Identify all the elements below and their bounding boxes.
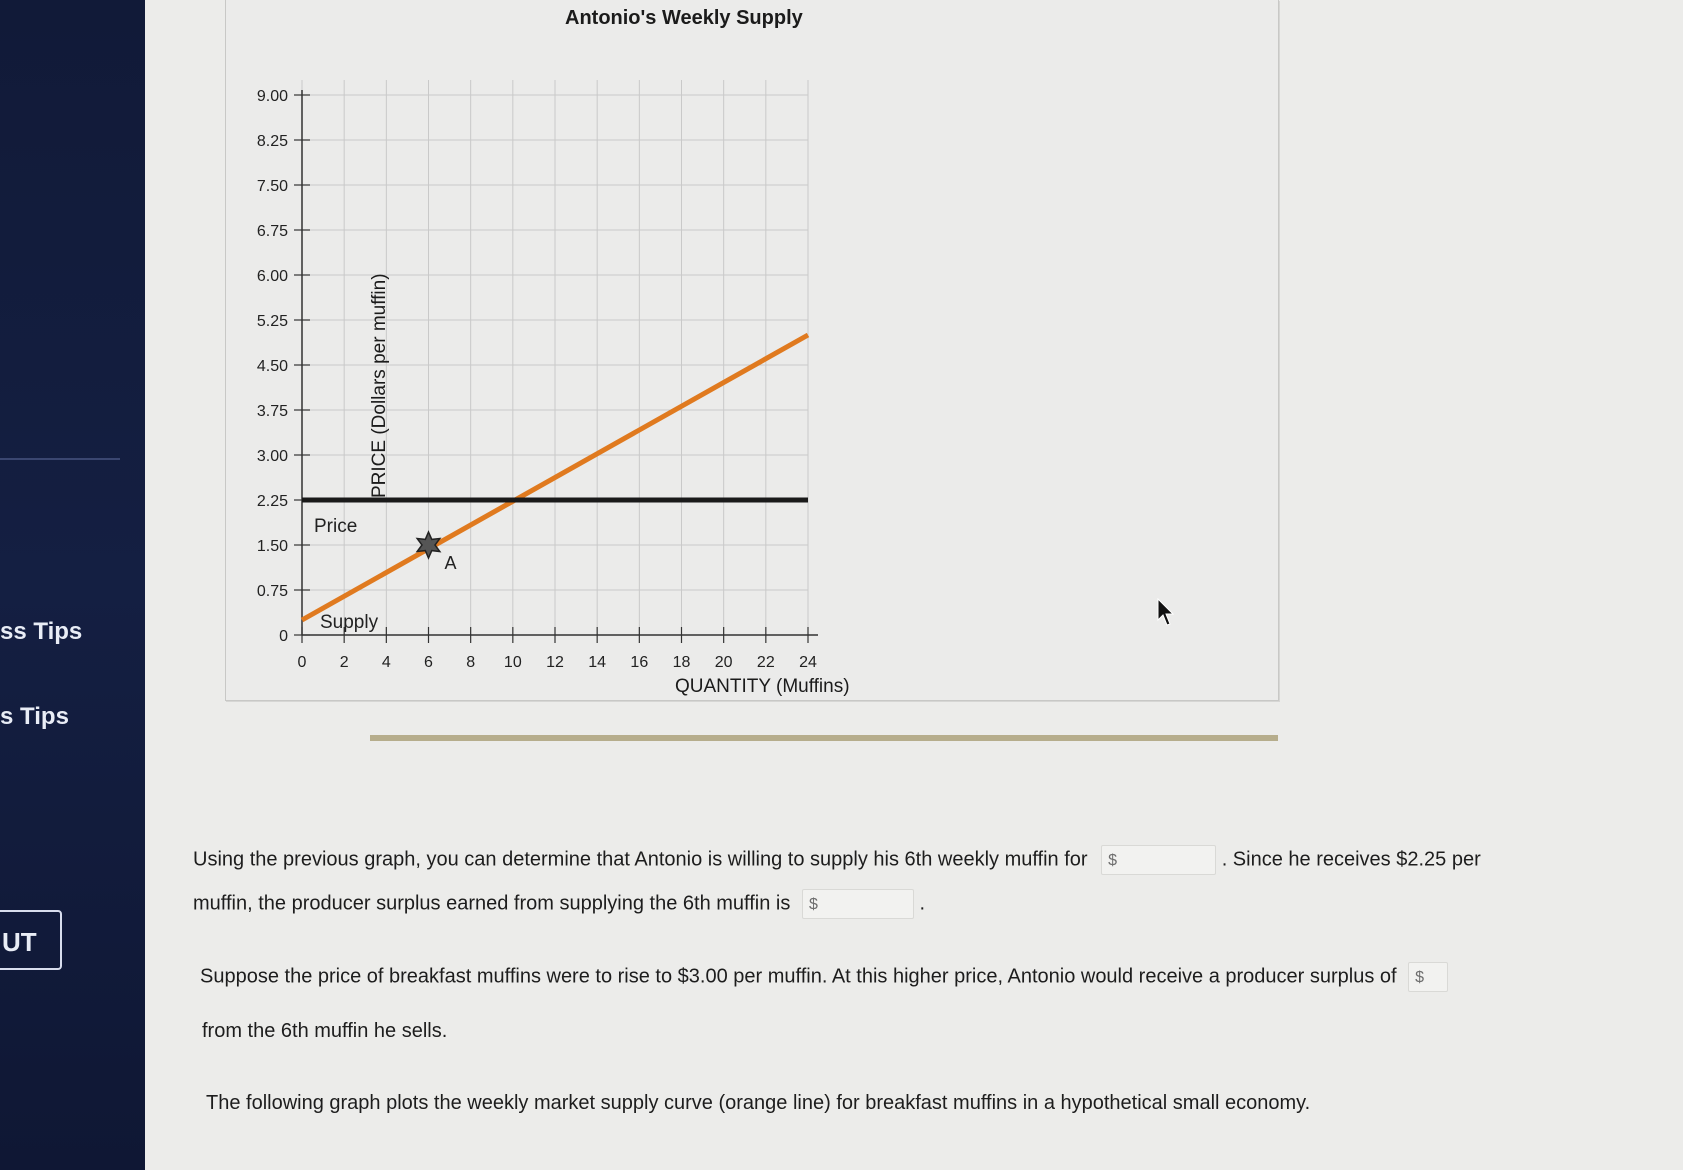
question-2-text-a: Suppose the price of breakfast muffins were to rise to $3.00 per muffin. At this higher price, Antonio would receive a producer surplus of xyxy=(200,965,1397,988)
x-tick-label: 14 xyxy=(588,654,607,671)
sidebar-divider xyxy=(0,458,120,460)
x-tick-label: 6 xyxy=(424,654,433,671)
question-1-line-2 xyxy=(193,889,925,919)
y-tick-label: 6.75 xyxy=(256,223,288,240)
question-1-text-a: Using the previous graph, you can determine that Antonio is willing to supply his 6th weekly muffin for xyxy=(193,848,1088,871)
x-tick-label: 8 xyxy=(466,654,476,671)
x-tick-label: 20 xyxy=(714,654,733,671)
question-1-text-d: . xyxy=(919,892,926,915)
y-tick-label: 7.50 xyxy=(256,178,288,195)
main-content xyxy=(145,0,1683,1170)
question-3-text: The following graph plots the weekly market supply curve (orange line) for breakfast muffins in a hypothetical small economy. xyxy=(206,1092,1311,1114)
supply-chart xyxy=(145,0,1683,740)
x-tick-label: 0 xyxy=(297,654,307,671)
currency-symbol: $ xyxy=(1415,969,1425,986)
x-tick-label: 16 xyxy=(630,654,649,671)
producer-surplus-field[interactable] xyxy=(822,895,909,915)
y-tick-label: 5.25 xyxy=(256,313,288,330)
point-a-label: A xyxy=(444,553,457,573)
question-2-line-2: from the 6th muffin he sells. xyxy=(202,1020,448,1042)
sidebar-item-tips-1[interactable]: ss Tips xyxy=(0,618,83,645)
chart-title: Antonio's Weekly Supply xyxy=(565,7,803,29)
x-tick-label: 18 xyxy=(672,654,691,671)
sidebar xyxy=(0,0,145,1170)
question-2-line-1 xyxy=(200,962,1448,992)
x-tick-label: 10 xyxy=(503,654,522,671)
y-tick-label: 3.75 xyxy=(256,403,288,420)
higher-price-surplus-input[interactable] xyxy=(1408,962,1448,992)
y-tick-label: 6.00 xyxy=(256,268,288,285)
producer-surplus-input[interactable] xyxy=(802,889,914,919)
mouse-cursor-icon xyxy=(1157,598,1177,628)
x-tick-label: 24 xyxy=(799,654,817,671)
x-tick-label: 22 xyxy=(756,654,775,671)
y-tick-label: 0.75 xyxy=(256,583,288,600)
question-1-text-b: . Since he receives $2.25 per xyxy=(1221,848,1481,871)
x-tick-label: 2 xyxy=(339,654,349,671)
series-label-supply: Supply xyxy=(320,612,379,633)
sidebar-item-tips-2[interactable]: s Tips xyxy=(0,703,69,730)
question-1-line-1 xyxy=(193,845,1481,875)
y-tick-label: 0 xyxy=(279,628,288,645)
series-label-price: Price xyxy=(314,516,358,537)
y-tick-label: 4.50 xyxy=(256,358,288,375)
y-tick-label: 2.25 xyxy=(256,493,288,510)
willingness-to-sell-input[interactable] xyxy=(1101,845,1216,875)
x-axis-label: QUANTITY (Muffins) xyxy=(675,676,850,697)
y-tick-label: 9.00 xyxy=(256,88,288,105)
sidebar-button[interactable]: UT xyxy=(0,910,62,970)
y-tick-label: 1.50 xyxy=(256,538,288,555)
willingness-to-sell-field[interactable] xyxy=(1121,851,1211,871)
x-tick-label: 12 xyxy=(546,654,564,671)
question-1-text-c: muffin, the producer surplus earned from supplying the 6th muffin is xyxy=(193,892,791,915)
y-tick-label: 8.25 xyxy=(256,133,288,150)
currency-symbol: $ xyxy=(1108,852,1118,869)
y-axis-label: PRICE (Dollars per muffin) xyxy=(369,273,390,498)
y-tick-label: 3.00 xyxy=(256,448,288,465)
currency-symbol: $ xyxy=(808,896,818,913)
x-tick-label: 4 xyxy=(381,654,391,671)
